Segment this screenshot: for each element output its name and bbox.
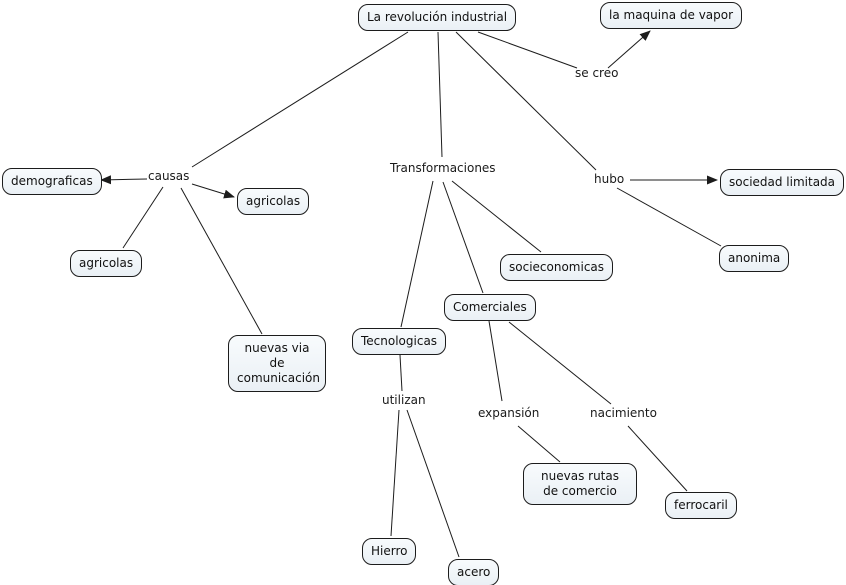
node-la-revolucion-industrial[interactable]: La revolución industrial [358, 4, 516, 31]
link-label-expansion[interactable]: expansión [478, 406, 540, 420]
node-hierro[interactable]: Hierro [362, 538, 416, 565]
node-nuevas-via-de-comunicacion[interactable]: nuevas via de comunicación [228, 335, 326, 392]
link-label-se-creo[interactable]: se creo [575, 66, 619, 80]
edge-causas-demograficas-arrow [101, 179, 147, 180]
edge-causas-agricolas-2 [123, 187, 163, 248]
node-tecnologicas[interactable]: Tecnologicas [352, 328, 446, 355]
link-label-causas[interactable]: causas [148, 169, 190, 183]
edge-transformaciones-comerciales [443, 182, 483, 293]
node-anonima[interactable]: anonima [719, 245, 789, 272]
link-label-transformaciones[interactable]: Transformaciones [390, 161, 496, 175]
edge-tecnologicas-utilizan [400, 355, 402, 391]
edge-causas-agricolas-1-arrow [192, 184, 234, 197]
edge-comerciales-expansion [489, 321, 502, 401]
edge-hubo-anonima [617, 188, 721, 246]
node-la-maquina-de-vapor[interactable]: la maquina de vapor [600, 2, 742, 29]
edge-transformaciones-tecnologicas [401, 181, 433, 327]
link-label-hubo[interactable]: hubo [594, 172, 625, 186]
edge-revolucion-transformaciones [438, 32, 442, 157]
node-demograficas[interactable]: demograficas [2, 168, 102, 195]
node-acero[interactable]: acero [448, 559, 499, 585]
edge-utilizan-hierro [391, 410, 399, 536]
node-nuevas-rutas-de-comercio[interactable]: nuevas rutas de comercio [523, 463, 637, 505]
edge-revolucion-hubo [456, 32, 596, 170]
edge-expansion-nuevas-rutas [518, 426, 560, 462]
edge-revolucion-causas [192, 32, 408, 167]
edge-se-creo-maquina-vapor-arrow [608, 31, 650, 68]
node-ferrocaril[interactable]: ferrocaril [665, 492, 737, 519]
node-comerciales[interactable]: Comerciales [444, 294, 536, 321]
edge-revolucion-se-creo [478, 32, 577, 68]
edge-comerciales-nacimiento [509, 322, 611, 404]
link-label-nacimiento[interactable]: nacimiento [590, 406, 657, 420]
node-agricolas-1[interactable]: agricolas [237, 188, 309, 215]
node-agricolas-2[interactable]: agricolas [70, 250, 142, 277]
node-socieconomicas[interactable]: socieconomicas [500, 254, 613, 281]
edge-transformaciones-socieconomicas [452, 181, 541, 252]
edge-utilizan-acero [407, 410, 459, 557]
link-label-utilizan[interactable]: utilizan [382, 393, 426, 407]
node-sociedad-limitada[interactable]: sociedad limitada [720, 169, 844, 196]
